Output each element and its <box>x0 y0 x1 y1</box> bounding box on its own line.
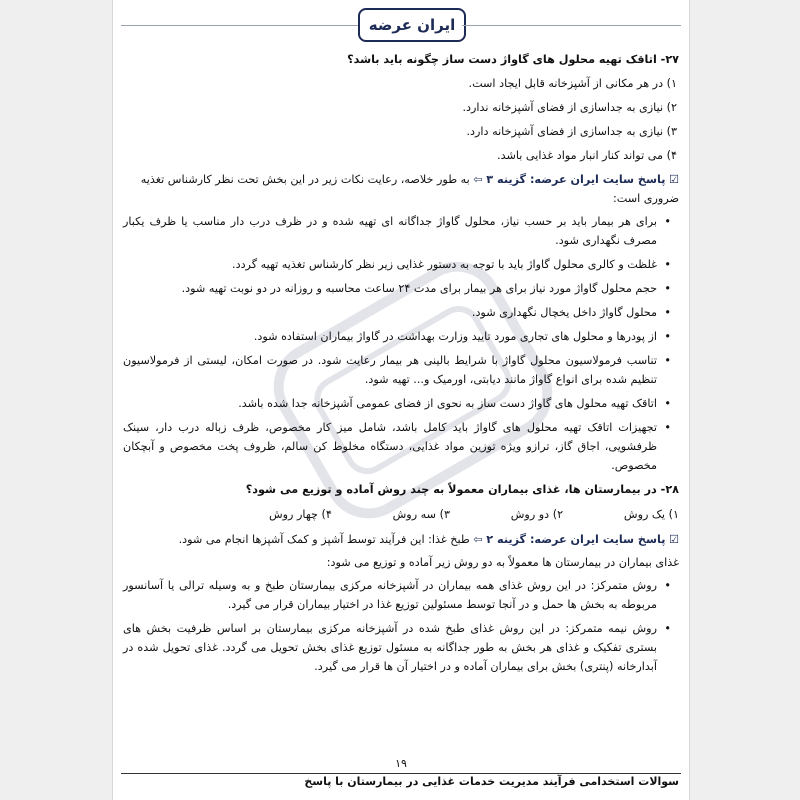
question-27-option-4: ۴) می تواند کنار انبار مواد غذایی باشد. <box>497 149 677 162</box>
footer-title: سوالات استخدامی فرآیند مدیریت خدمات غذایی در بیمارستان با پاسخ <box>304 775 679 788</box>
answer-label: پاسخ سایت ایران عرضه: گزینه ۲ <box>486 533 666 546</box>
page-content <box>123 50 679 681</box>
question-28-title: ۲۸- در بیمارستان ها، غذای بیماران معمولاً به چند روش آماده و توزیع می شود؟ <box>245 483 679 496</box>
answer-text: به طور خلاصه، رعایت نکات زیر در این بخش تحت نظر کارشناس تغذیه ضروری است: <box>140 173 679 205</box>
arrow-left-icon: ⇦ <box>473 533 483 546</box>
site-logo <box>358 8 466 42</box>
list-item: • اتاقک تهیه محلول های گاواژ دست ساز به نحوی از فضای عمومی آشپزخانه جدا شده باشد. <box>123 394 657 413</box>
list-item: • روش نیمه متمرکز: در این روش غذای طبخ شده در آشپزخانه مرکزی بیمارستان بر اساس ظرفیت بخش های بستری تفکیک و غذای هر بخش به طور جداگانه به مسئول توزیع غذای بخش تحویل می گردد. غذای تحویل شده در آبدارخانه (پنتری) بخش برای بیماران آماده و در اختیار آن ها قرار می گیرد. <box>123 619 657 676</box>
document-page <box>112 0 690 800</box>
list-item: • روش متمرکز: در این روش غذای همه بیماران در آشپزخانه مرکزی بیمارستان طبخ و به وسیله ترالی یا آسانسور مربوطه به بخش ها حمل و در آنجا توسط مسئولین توزیع غذا در اختیار بیماران قرار می گیرد. <box>123 576 657 614</box>
question-27-option-1: ۱) در هر مکانی از آشپزخانه قابل ایجاد است. <box>468 77 677 90</box>
question-27-answer <box>123 170 679 208</box>
list-item: • غلظت و کالری محلول گاواژ باید با توجه به دستور غذایی زیر نظر کارشناس تغذیه تهیه گردد. <box>123 255 657 274</box>
list-item: • حجم محلول گاواژ مورد نیاز برای هر بیمار برای مدت ۲۴ ساعت محاسبه و روزانه در دو نوبت تهیه شود. <box>123 279 657 298</box>
question-28-answer <box>123 530 679 549</box>
arrow-left-icon: ⇦ <box>473 173 483 186</box>
question-27-title: ۲۷- اتاقک تهیه محلول های گاواژ دست ساز چگونه باید باشد؟ <box>347 53 679 66</box>
question-28-option-1: ۱) یک روش <box>623 508 679 521</box>
question-28-bullet-list <box>123 576 679 676</box>
list-item: • از پودرها و محلول های تجاری مورد تایید وزارت بهداشت در گاواژ بیماران استفاده شود. <box>123 327 657 346</box>
header-rule-right <box>462 25 681 26</box>
question-28-options <box>269 505 679 524</box>
question-27-option-2: ۲) نیازی به جداسازی از فضای آشپزخانه ندارد. <box>462 101 677 114</box>
page-number: ۱۹ <box>395 757 407 770</box>
list-item: • تناسب فرمولاسیون محلول گاواژ با شرایط بالینی هر بیمار رعایت شود. در صورت امکان، لیستی از فرمولاسیون تنظیم شده برای انواع گاواژ مانند دیابتی، اورمیک و... تهیه شود. <box>123 351 657 389</box>
question-27-bullet-list <box>123 212 679 475</box>
question-28-option-4: ۴) چهار روش <box>269 508 332 521</box>
site-logo-text: ایران عرضه <box>368 16 456 34</box>
header-rule-left <box>121 25 358 26</box>
question-28-option-2: ۲) دو روش <box>510 508 564 521</box>
question-28-option-3: ۳) سه روش <box>392 508 450 521</box>
question-27-option-3: ۳) نیازی به جداسازی از فضای آشپزخانه دارد. <box>466 125 677 138</box>
footer-rule <box>121 773 681 774</box>
list-item: • تجهیزات اتاقک تهیه محلول های گاواژ باید کامل باشد، شامل میز کار مخصوص، ظرف زباله درب دار، سینک ظرفشویی، اجاق گاز، ترازو ویژه توزین مواد غذایی، دستگاه مخلوط کن سالم، ظروف پخت مخصوص و آبچکان مخصوص. <box>123 418 657 475</box>
answer-label: پاسخ سایت ایران عرضه: گزینه ۳ <box>486 173 666 186</box>
question-28-intro: غذای بیماران در بیمارستان ها معمولاً به دو روش زیر آماده و توزیع می شود: <box>326 556 679 569</box>
list-item: • محلول گاواژ داخل یخچال نگهداری شود. <box>123 303 657 322</box>
answer-text: طبخ غذا: این فرآیند توسط آشپز و کمک آشپزها انجام می شود. <box>178 533 470 546</box>
checkbox-icon: ☑ <box>668 533 679 546</box>
checkbox-icon: ☑ <box>668 173 679 186</box>
list-item: • برای هر بیمار باید بر حسب نیاز، محلول گاواژ جداگانه ای تهیه شده و در ظرف درب دار مناسب یا ظرف یکبار مصرف نگهداری شود. <box>123 212 657 250</box>
